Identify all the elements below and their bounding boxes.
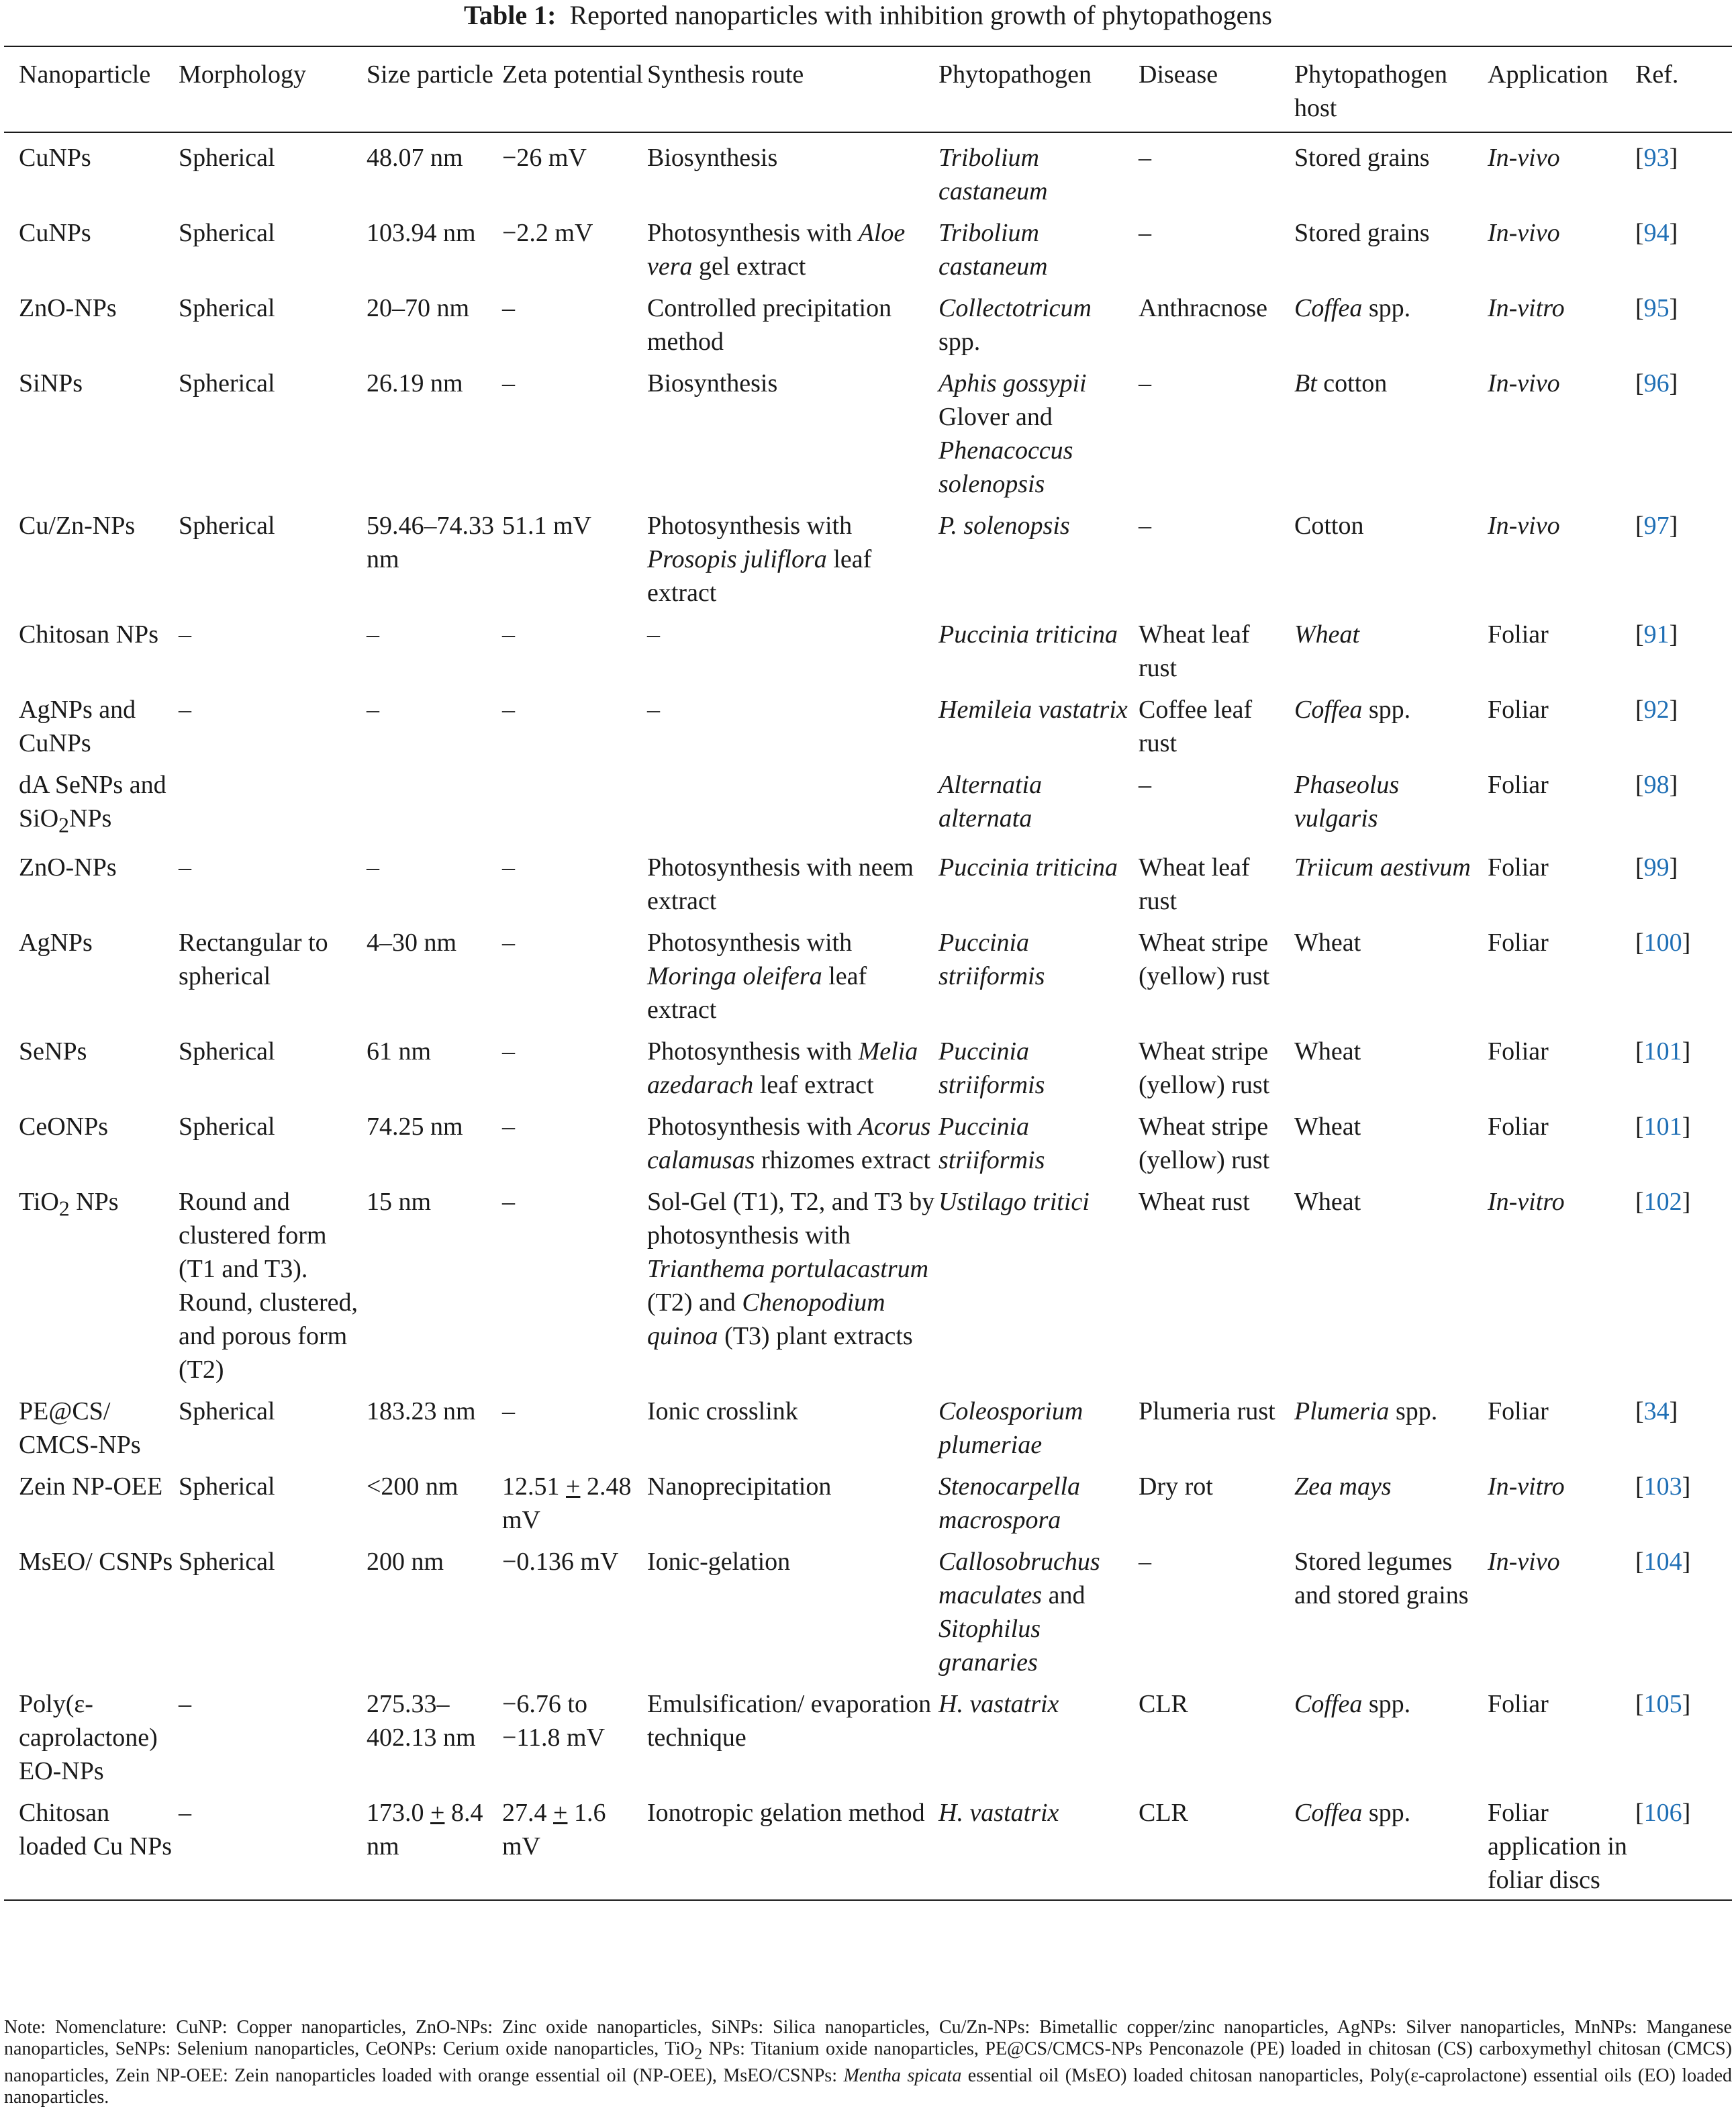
disease-cell: Wheat rust — [1139, 1187, 1250, 1216]
application-cell: In-vivo — [1488, 512, 1560, 540]
ref-cell[interactable]: [94] — [1635, 219, 1678, 247]
synthesis-cell: Photosynthesis with Acorus calamusas rhizomes extract — [647, 1112, 931, 1174]
nanoparticle-table — [4, 46, 1732, 1901]
table-caption — [0, 0, 1736, 31]
application-cell: Foliar — [1488, 1112, 1549, 1141]
zeta-cell: −26 mV — [502, 144, 587, 172]
reference-link: 94 — [1643, 219, 1670, 247]
synthesis-cell: Biosynthesis — [647, 144, 778, 172]
host-cell: Wheat — [1294, 620, 1360, 649]
morphology-cell: Spherical — [179, 512, 275, 540]
table-row — [4, 693, 1732, 768]
morphology-cell: Spherical — [179, 144, 275, 172]
host-cell: Stored grains — [1294, 219, 1430, 247]
synthesis-cell: Biosynthesis — [647, 369, 778, 397]
size-cell: 173.0 + 8.4 nm — [367, 1796, 502, 1900]
morphology-cell: Spherical — [179, 1547, 275, 1576]
zeta-cell: 12.51 + 2.48 mV — [502, 1472, 632, 1534]
synthesis-cell: – — [647, 620, 660, 649]
synthesis-cell: Photosynthesis with Prosopis juliflora leaf extract — [647, 512, 872, 607]
size-cell: – — [367, 620, 379, 649]
nanoparticle-cell: AgNPs — [19, 928, 93, 957]
application-cell: Foliar — [1488, 1397, 1549, 1425]
morphology-cell: Spherical — [179, 1472, 275, 1501]
size-cell: 15 nm — [367, 1187, 432, 1216]
phytopathogen-cell: H. vastatrix — [938, 1689, 1059, 1718]
application-cell: In-vitro — [1488, 1472, 1565, 1501]
size-cell: 20–70 nm — [367, 294, 470, 322]
host-cell: Triicum aestivum — [1294, 853, 1471, 882]
nanoparticle-cell: Poly(ε-caprolactone) EO-NPs — [19, 1689, 158, 1785]
application-cell: In-vivo — [1488, 144, 1560, 172]
disease-cell: CLR — [1139, 1796, 1294, 1900]
phytopathogen-cell: Ustilago tritici — [938, 1187, 1090, 1216]
table-row — [4, 1470, 1732, 1545]
reference-link: 98 — [1643, 771, 1670, 799]
application-cell: Foliar — [1488, 853, 1549, 882]
morphology-cell: Spherical — [179, 294, 275, 322]
application-cell: Foliar — [1488, 620, 1549, 649]
zeta-cell: −6.76 to −11.8 mV — [502, 1689, 606, 1752]
reference-link: 103 — [1643, 1472, 1682, 1501]
ref-cell[interactable]: [105] — [1635, 1689, 1691, 1718]
reference-link: 95 — [1643, 294, 1670, 322]
reference-link: 97 — [1643, 512, 1670, 540]
ref-cell[interactable]: [91] — [1635, 620, 1678, 649]
size-cell: 48.07 nm — [367, 144, 463, 172]
header-phytopathogen: Phytopathogen — [938, 46, 1139, 132]
ref-cell[interactable]: [100] — [1635, 928, 1691, 957]
disease-cell: Wheat stripe (yellow) rust — [1139, 1037, 1270, 1099]
size-cell — [367, 768, 502, 851]
header-size: Size particle — [367, 46, 502, 132]
reference-link: 104 — [1643, 1547, 1682, 1576]
nanoparticle-cell: dA SeNPs and SiO$_2$NPs — [19, 771, 166, 837]
ref-cell[interactable]: [103] — [1635, 1472, 1691, 1501]
synthesis-cell: Ionic crosslink — [647, 1397, 798, 1425]
reference-link: 101 — [1643, 1112, 1682, 1141]
disease-cell: – — [1139, 219, 1151, 247]
header-nanoparticle: Nanoparticle — [4, 46, 179, 132]
synthesis-cell: – — [647, 696, 660, 724]
host-cell: Coffea spp. — [1294, 294, 1411, 322]
phytopathogen-cell: Puccinia striiformis — [938, 1037, 1045, 1099]
nanoparticle-cell: SeNPs — [19, 1037, 87, 1066]
host-cell: Wheat — [1294, 1187, 1361, 1216]
disease-cell: CLR — [1139, 1689, 1188, 1718]
reference-link: 91 — [1643, 620, 1670, 649]
ref-cell[interactable]: [96] — [1635, 369, 1678, 397]
synthesis-cell — [647, 768, 938, 851]
morphology-cell: Spherical — [179, 369, 275, 397]
size-cell: <200 nm — [367, 1472, 459, 1501]
morphology-cell: – — [179, 853, 191, 882]
application-cell: Foliar — [1488, 1037, 1549, 1066]
disease-cell: Dry rot — [1139, 1472, 1213, 1501]
disease-cell: Wheat leaf rust — [1139, 620, 1250, 682]
disease-cell: – — [1139, 512, 1151, 540]
table-header — [4, 46, 1732, 132]
ref-cell[interactable]: [97] — [1635, 512, 1678, 540]
zeta-cell — [502, 768, 647, 851]
disease-cell: – — [1139, 771, 1151, 799]
phytopathogen-cell: Callosobruchus maculates and Sitophilus granaries — [938, 1547, 1100, 1677]
host-cell: Coffea spp. — [1294, 1689, 1411, 1718]
host-cell: Stored grains — [1294, 144, 1430, 172]
reference-link: 92 — [1643, 696, 1670, 724]
table-row — [4, 216, 1732, 291]
nanoparticle-cell: MsEO/ CSNPs — [19, 1547, 173, 1576]
nanoparticle-cell: CeONPs — [19, 1112, 109, 1141]
nanoparticle-cell: ZnO-NPs — [19, 294, 117, 322]
size-cell: 200 nm — [367, 1547, 444, 1576]
morphology-cell: Spherical — [179, 219, 275, 247]
zeta-cell: – — [502, 853, 515, 882]
morphology-cell: – — [179, 620, 191, 649]
table-row — [4, 1796, 1732, 1900]
table-row — [4, 132, 1732, 216]
host-cell: Bt cotton — [1294, 369, 1388, 397]
zeta-cell: – — [502, 928, 515, 957]
header-application: Application — [1488, 46, 1635, 132]
phytopathogen-cell: Puccinia striiformis — [938, 928, 1045, 990]
table-row — [4, 1687, 1732, 1796]
phytopathogen-cell: Puccinia triticina — [938, 620, 1118, 649]
disease-cell: Plumeria rust — [1139, 1397, 1275, 1425]
table-row — [4, 618, 1732, 693]
application-cell: Foliar — [1488, 696, 1549, 724]
phytopathogen-cell: Alternatia alternata — [938, 771, 1043, 833]
ref-cell[interactable]: [93] — [1635, 144, 1678, 172]
header-row — [4, 46, 1732, 132]
ref-cell[interactable]: [104] — [1635, 1547, 1691, 1576]
synthesis-cell: Ionotropic gelation method — [647, 1796, 938, 1900]
application-cell: Foliar application in foliar discs — [1488, 1796, 1635, 1900]
table-row — [4, 1395, 1732, 1470]
zeta-cell: – — [502, 369, 515, 397]
zeta-cell: −0.136 mV — [502, 1547, 619, 1576]
zeta-cell: – — [502, 1187, 515, 1216]
host-cell: Coffea spp. — [1294, 1796, 1488, 1900]
disease-cell: – — [1139, 369, 1151, 397]
disease-cell: – — [1139, 144, 1151, 172]
synthesis-cell: Emulsification/ evaporation technique — [647, 1689, 932, 1752]
header-synthesis: Synthesis route — [647, 46, 938, 132]
table-row — [4, 1185, 1732, 1395]
reference-link: 34 — [1643, 1397, 1670, 1425]
nanoparticle-cell: ZnO-NPs — [19, 853, 117, 882]
zeta-cell: – — [502, 696, 515, 724]
morphology-cell: Round and clustered form (T1 and T3). Round, clustered, and porous form (T2) — [179, 1187, 358, 1384]
application-cell: Foliar — [1488, 1689, 1549, 1718]
morphology-cell — [179, 768, 367, 851]
size-cell: 183.23 nm — [367, 1397, 476, 1425]
zeta-cell: – — [502, 1397, 515, 1425]
table-row — [4, 1545, 1732, 1687]
ref-cell[interactable]: [34] — [1635, 1397, 1678, 1425]
size-cell: 4–30 nm — [367, 928, 457, 957]
caption-text: Reported nanoparticles with inhibition growth of phytopathogens — [569, 0, 1272, 30]
synthesis-cell: Photosynthesis with Aloe vera gel extract — [647, 219, 906, 281]
ref-cell[interactable]: [102] — [1635, 1187, 1691, 1216]
table-row — [4, 768, 1732, 851]
size-cell: 26.19 nm — [367, 369, 463, 397]
reference-link: 105 — [1643, 1689, 1682, 1718]
nanoparticle-cell: Chitosan NPs — [19, 620, 158, 649]
application-cell: In-vitro — [1488, 294, 1565, 322]
nanoparticle-cell: CuNPs — [19, 219, 91, 247]
ref-cell[interactable]: [99] — [1635, 853, 1678, 882]
table-row — [4, 291, 1732, 367]
phytopathogen-cell: Tribolium castaneum — [938, 144, 1048, 205]
zeta-cell: – — [502, 1037, 515, 1066]
morphology-cell: – — [179, 1689, 191, 1718]
zeta-cell: −2.2 mV — [502, 219, 593, 247]
synthesis-cell: Sol-Gel (T1), T2, and T3 by photosynthesis with Trianthema portulacastrum (T2) and Chenopodium quinoa (T3) plant extracts — [647, 1187, 935, 1350]
synthesis-cell: Ionic-gelation — [647, 1547, 791, 1576]
nanoparticle-cell: SiNPs — [19, 369, 83, 397]
phytopathogen-cell: Aphis gossypii Glover and Phenacoccus solenopsis — [938, 369, 1087, 498]
zeta-cell: – — [502, 1112, 515, 1141]
phytopathogen-cell: Tribolium castaneum — [938, 219, 1048, 281]
phytopathogen-cell: Coleosporium plumeriae — [938, 1397, 1083, 1459]
header-host: Phytopathogen host — [1294, 46, 1488, 132]
application-cell: In-vivo — [1488, 369, 1560, 397]
table-row — [4, 1035, 1732, 1110]
disease-cell: – — [1139, 1547, 1151, 1576]
disease-cell: Wheat stripe (yellow) rust — [1139, 1112, 1270, 1174]
synthesis-cell: Photosynthesis with Moringa oleifera leaf extract — [647, 928, 867, 1024]
size-cell: – — [367, 853, 379, 882]
host-cell: Phaseolus vulgaris — [1294, 771, 1400, 833]
application-cell: In-vivo — [1488, 219, 1560, 247]
application-cell: In-vitro — [1488, 1187, 1565, 1216]
host-cell: Stored legumes and stored grains — [1294, 1547, 1469, 1609]
host-cell: Wheat — [1294, 1037, 1361, 1066]
ref-cell[interactable]: [92] — [1635, 696, 1678, 724]
phytopathogen-cell: Stenocarpella macrospora — [938, 1472, 1081, 1534]
morphology-cell: Spherical — [179, 1037, 275, 1066]
table-row — [4, 1110, 1732, 1185]
application-cell: Foliar — [1488, 928, 1549, 957]
host-cell: Zea mays — [1294, 1472, 1392, 1501]
disease-cell: Wheat leaf rust — [1139, 853, 1250, 915]
morphology-cell: – — [179, 1796, 367, 1900]
table-body — [4, 132, 1732, 1900]
size-cell: 103.94 nm — [367, 219, 476, 247]
phytopathogen-cell: Puccinia striiformis — [938, 1112, 1045, 1174]
zeta-cell: – — [502, 294, 515, 322]
host-cell: Wheat — [1294, 1112, 1361, 1141]
morphology-cell: – — [179, 696, 191, 724]
nanoparticle-cell: Cu/Zn-NPs — [19, 512, 136, 540]
size-cell: 74.25 nm — [367, 1112, 463, 1141]
table-note: Note: Nomenclature: CuNP: Copper nanoparticles, ZnO-NPs: Zinc oxide nanoparticles, SiNPs: Silica nanoparticles, Cu/Zn-NPs: Bimetallic copper/zinc nanoparticles, AgNPs: Silver nanoparticles, MnNPs: Manganese nanoparticles, SeNPs: Selenium nanoparticles, CeONPs: Cerium oxide nanoparticles, TiO$_2$ NPs: Titanium oxide nanoparticles, PE@CS/CMCS-NPs Penconazole (PE) loaded in chitosan (CS) carboxymethyl chitosan (CMCS) nanoparticles, Zein NP-OEE: Zein nanoparticles loaded with orange essential oil (NP-OEE), MsEO/CSNPs: Mentha spicata essential oil (MsEO) loaded chitosan nanoparticles, Poly(ε-caprolactone) essential oils (EO) loaded nanoparticles. — [4, 2017, 1732, 2108]
ref-cell[interactable]: [95] — [1635, 294, 1678, 322]
nanoparticle-cell: CuNPs — [19, 144, 91, 172]
size-cell: 59.46–74.33 nm — [367, 512, 494, 573]
nanoparticle-cell: PE@CS/ CMCS-NPs — [19, 1397, 141, 1459]
synthesis-cell: Photosynthesis with Melia azedarach leaf extract — [647, 1037, 918, 1099]
ref-cell[interactable]: [98] — [1635, 771, 1678, 799]
table-row — [4, 851, 1732, 926]
host-cell: Wheat — [1294, 928, 1361, 957]
disease-cell: Wheat stripe (yellow) rust — [1139, 928, 1270, 990]
nanoparticle-cell: Zein NP-OEE — [19, 1472, 163, 1501]
nanoparticle-cell: Chitosan loaded Cu NPs — [4, 1796, 179, 1900]
table-row — [4, 926, 1732, 1035]
size-cell: 275.33–402.13 nm — [367, 1689, 476, 1752]
host-cell: Coffea spp. — [1294, 696, 1411, 724]
header-ref: Ref. — [1635, 46, 1732, 132]
size-cell: 61 nm — [367, 1037, 432, 1066]
header-morphology: Morphology — [179, 46, 367, 132]
ref-cell[interactable]: [106] — [1635, 1796, 1732, 1900]
host-cell: Plumeria spp. — [1294, 1397, 1438, 1425]
application-cell: Foliar — [1488, 771, 1549, 799]
reference-link: 93 — [1643, 144, 1670, 172]
nanoparticle-cell: TiO$_2$ NPs — [19, 1187, 119, 1221]
nanoparticle-cell: AgNPs and CuNPs — [19, 696, 136, 757]
caption-label: Table 1: — [464, 0, 557, 30]
size-cell: – — [367, 696, 379, 724]
table-row — [4, 367, 1732, 509]
reference-link: 101 — [1643, 1037, 1682, 1066]
header-disease: Disease — [1139, 46, 1294, 132]
synthesis-cell: Controlled precipitation method — [647, 294, 892, 356]
reference-link: 102 — [1643, 1187, 1682, 1216]
header-zeta: Zeta potential — [502, 46, 647, 132]
synthesis-cell: Nanoprecipitation — [647, 1472, 832, 1501]
morphology-cell: Spherical — [179, 1397, 275, 1425]
host-cell: Cotton — [1294, 512, 1364, 540]
ref-cell[interactable]: [101] — [1635, 1112, 1691, 1141]
zeta-cell: 51.1 mV — [502, 512, 591, 540]
reference-link: 96 — [1643, 369, 1670, 397]
morphology-cell: Rectangular to spherical — [179, 928, 328, 990]
zeta-cell: 27.4 + 1.6 mV — [502, 1796, 647, 1900]
reference-link: 99 — [1643, 853, 1670, 882]
phytopathogen-cell: Puccinia triticina — [938, 853, 1118, 882]
reference-link: 106 — [1643, 1798, 1682, 1827]
synthesis-cell: Photosynthesis with neem extract — [647, 853, 914, 915]
ref-cell[interactable]: [101] — [1635, 1037, 1691, 1066]
zeta-cell: – — [502, 620, 515, 649]
phytopathogen-cell: Hemileia vastatrix — [938, 696, 1128, 724]
phytopathogen-cell: P. solenopsis — [938, 512, 1070, 540]
morphology-cell: Spherical — [179, 1112, 275, 1141]
reference-link: 100 — [1643, 928, 1682, 957]
disease-cell: Anthracnose — [1139, 294, 1268, 322]
phytopathogen-cell: Collectotricum spp. — [938, 294, 1092, 356]
application-cell: In-vivo — [1488, 1547, 1560, 1576]
table-row — [4, 509, 1732, 618]
phytopathogen-cell: H. vastatrix — [938, 1796, 1139, 1900]
disease-cell: Coffee leaf rust — [1139, 696, 1253, 757]
